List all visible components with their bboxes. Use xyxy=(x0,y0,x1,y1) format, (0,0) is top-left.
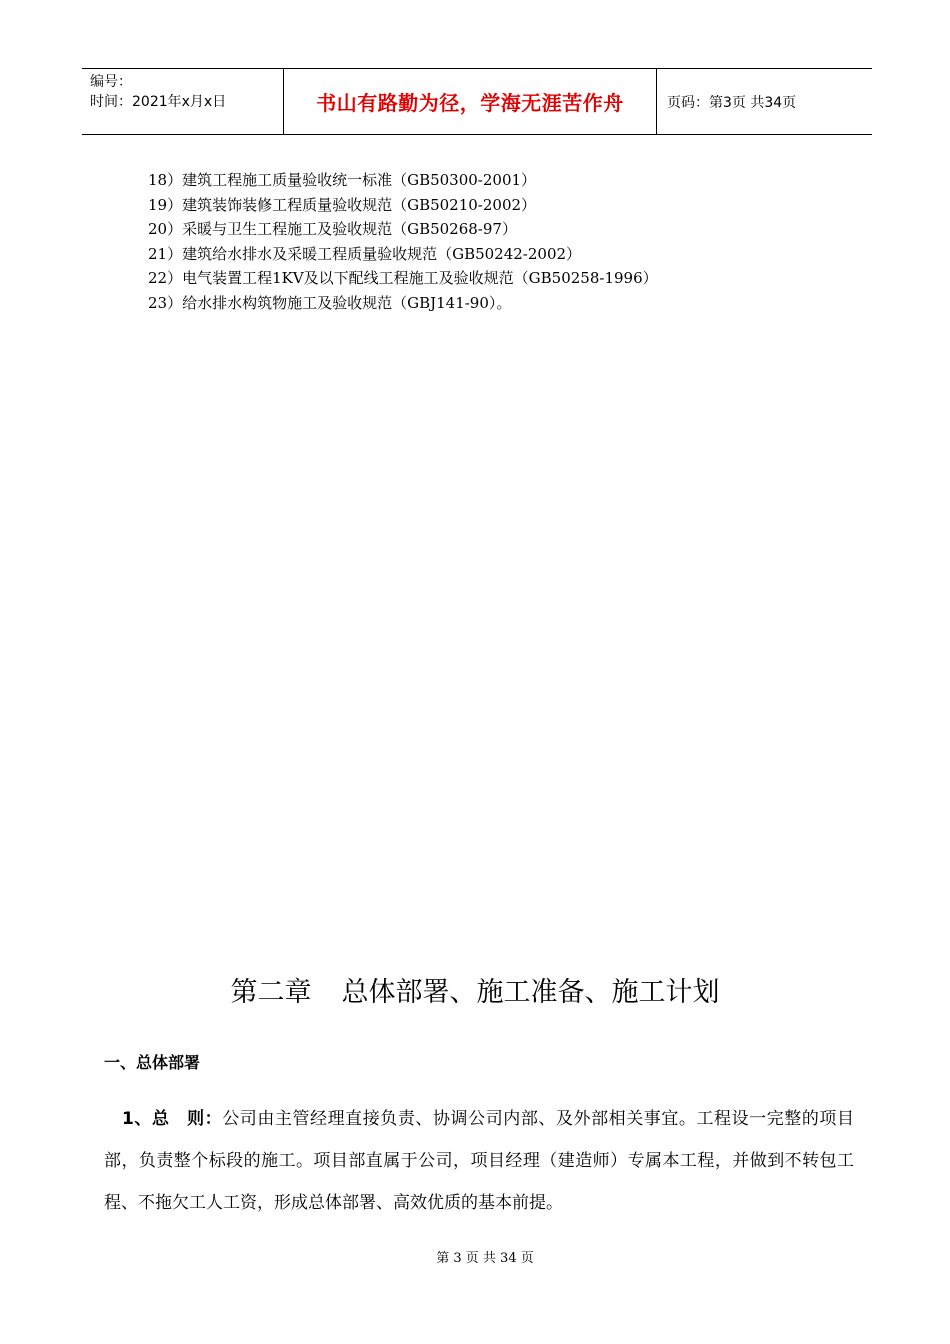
chapter-heading xyxy=(0,970,950,1009)
reference-standards-list xyxy=(148,168,658,316)
list-item: 20）采暖与卫生工程施工及验收规范（GB50268-97） xyxy=(148,220,517,239)
header-meta xyxy=(82,69,284,134)
header-page-info-cell xyxy=(657,69,872,134)
document-number-label: 编号： xyxy=(90,74,132,90)
list-item: 21）建筑给水排水及采暖工程质量验收规范（GB50242-2002） xyxy=(148,244,582,263)
list-item: 22）电气装置工程1KV及以下配线工程施工及验收规范（GB50258-1996） xyxy=(148,269,658,288)
list-item: 18）建筑工程施工质量验收统一标准（GB50300-2001） xyxy=(148,171,537,189)
chapter-number: 第二章 xyxy=(230,977,312,1008)
body-paragraph xyxy=(104,1098,854,1224)
header-page-info: 页码：第3页 共34页 xyxy=(667,94,797,111)
chapter-title: 总体部署、施工准备、施工计划 xyxy=(341,977,720,1008)
document-date-label: 时间：2021年x月x日 xyxy=(90,94,227,110)
header-motto: 书山有路勤为径，学海无涯苦作舟 xyxy=(316,91,624,115)
page-footer: 第 3 页 共 34 页 xyxy=(436,1251,534,1266)
list-item: 19）建筑装饰装修工程质量验收规范（GB50210-2002） xyxy=(148,195,537,214)
page-header xyxy=(82,68,872,135)
header-motto-cell xyxy=(284,69,657,134)
paragraph-text: 公司由主管经理直接负责、协调公司内部、及外部相关事宜。工程设一完整的项目部，负责整个标段的施工。项目部直属于公司，项目经理（建造师）专属本工程，并做到不转包工程、不拖欠工人工资，形成总体部署、高效优质的基本前提。 xyxy=(104,1109,854,1213)
section-heading: 一、总体部署 xyxy=(104,1053,201,1072)
list-item: 23）给水排水构筑物施工及验收规范（GBJ141-90）。 xyxy=(148,293,512,312)
paragraph-lead: 1、总 则： xyxy=(122,1109,223,1129)
